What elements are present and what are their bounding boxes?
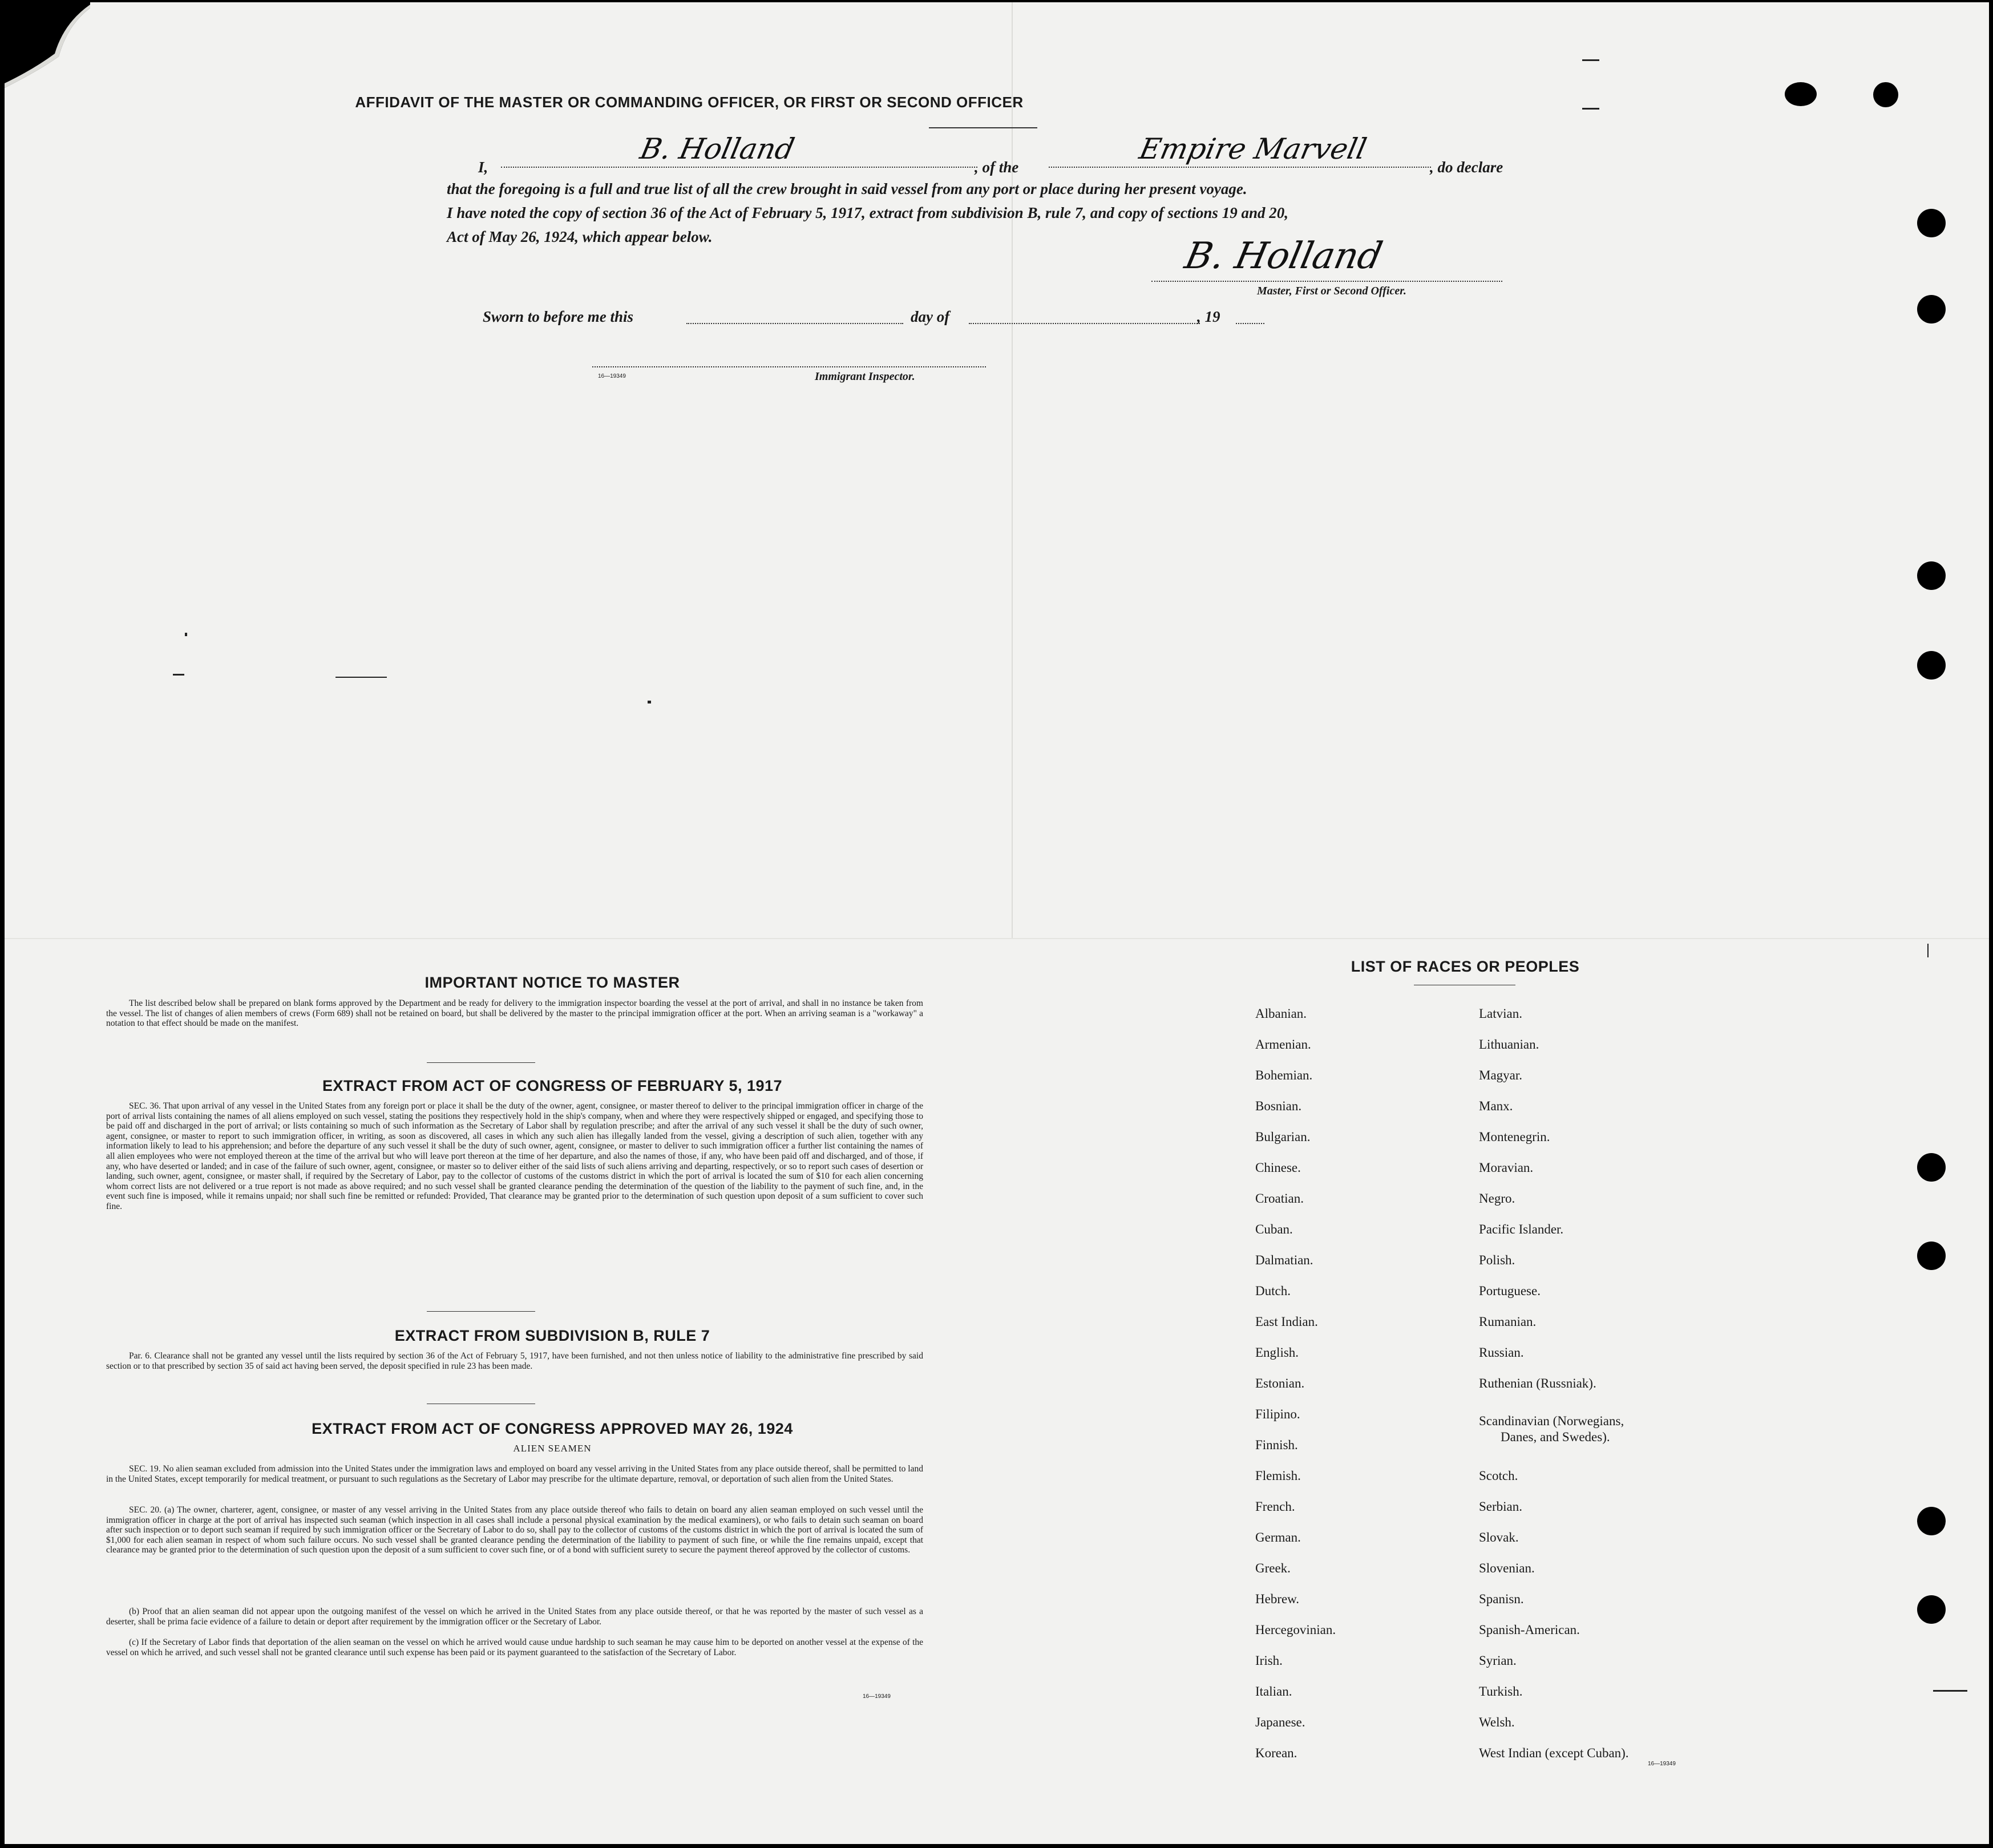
affidavit-line-2: that the foregoing is a full and true list of all the crew brought in said vessel from any port or place during her present voyage.: [447, 180, 1247, 197]
scan-speck: [648, 701, 651, 703]
race-item: Filipino.: [1255, 1407, 1300, 1421]
affidavit-form-number: 16—19349: [598, 373, 626, 379]
race-item: Scotch.: [1479, 1469, 1518, 1483]
affidavit-line-3: I have noted the copy of section 36 of the Act of February 5, 1917, extract from subdivision B, rule 7, and copy of sections 19 and 20,: [447, 204, 1288, 221]
affidavit-title: AFFIDAVIT OF THE MASTER OR COMMANDING OFFICER, OR FIRST OR SECOND OFFICER: [355, 94, 1024, 111]
race-item: Turkish.: [1479, 1684, 1523, 1699]
race-item: Spanish-American.: [1479, 1623, 1580, 1637]
race-item: Scandinavian (Norwegians,: [1479, 1414, 1624, 1428]
title-underline: [929, 127, 1037, 128]
race-item: Croatian.: [1255, 1191, 1304, 1206]
corner-fold: [5, 2, 90, 88]
punch-hole: [1917, 1242, 1946, 1270]
race-item: Danes, and Swedes).: [1501, 1430, 1610, 1444]
race-item: Montenegrin.: [1479, 1130, 1550, 1144]
sworn-month-blank: [969, 323, 1200, 324]
vertical-fold-line: [1012, 2, 1013, 938]
race-item: Moravian.: [1479, 1160, 1534, 1175]
race-item: Italian.: [1255, 1684, 1292, 1699]
notice-divider: [427, 1062, 535, 1063]
sworn-label: Sworn to before me this: [483, 308, 634, 325]
signature-caption: Master, First or Second Officer.: [1257, 285, 1406, 297]
race-item: Rumanian.: [1479, 1315, 1537, 1329]
race-item: Portuguese.: [1479, 1284, 1541, 1298]
rule-7-title: EXTRACT FROM SUBDIVISION B, RULE 7: [394, 1327, 710, 1344]
scan-speck: [335, 677, 387, 678]
punch-hole: [1917, 1595, 1946, 1624]
do-declare-label: , do declare: [1430, 159, 1503, 176]
race-item: Polish.: [1479, 1253, 1515, 1267]
document-sheet: [5, 2, 1989, 1844]
inspector-caption: Immigrant Inspector.: [815, 370, 915, 383]
extract-1917-divider: [427, 1311, 535, 1312]
race-item: Ruthenian (Russniak).: [1479, 1376, 1596, 1390]
horizontal-fold-line: [5, 938, 1989, 939]
scan-speck: [1582, 59, 1599, 61]
races-title: LIST OF RACES OR PEOPLES: [1351, 958, 1580, 975]
inspector-line: [592, 366, 986, 367]
name-blank: [501, 167, 977, 168]
race-item: East Indian.: [1255, 1315, 1318, 1329]
race-item: Hebrew.: [1255, 1592, 1300, 1606]
extract-1917-title: EXTRACT FROM ACT OF CONGRESS OF FEBRUARY 5, 1917: [322, 1077, 783, 1094]
race-item: Albanian.: [1255, 1006, 1307, 1021]
race-item: Finnish.: [1255, 1438, 1298, 1452]
race-item: Spanisn.: [1479, 1592, 1524, 1606]
race-item: Negro.: [1479, 1191, 1515, 1206]
race-item: English.: [1255, 1345, 1299, 1360]
extract-1917-body: SEC. 36. That upon arrival of any vessel in the United States from any foreign port or place it shall be the duty of the owner, agent, consignee, or master thereof to deliver to the principal immigration officer in charge of the port of arrival lists containing the names of all aliens employed on such vessel, stating the positions they respectively hold in the ship's company, when and where they were respectively shipped or engaged, and specifying those to be paid off and discharged in the port of arrival; or lists containing so much of such information as the Secretary of Labor shall by regulation prescribe; and after the arrival of any such vessel it shall be the duty of such owner, agent, consignee, or master to report to such immigration officer, in writing, as soon as discovered, all cases in which any such alien has illegally landed from the vessel, giving a description of such alien, together with any information likely to lead to his apprehension; and before the departure of any such vessel it shall be the duty of such owner, agent, consignee, or master to deliver to such immigration officer a further list containing the names of all alien employees who were not employed thereon at the time of the arrival but who will leave port thereon at the time of her departure, and also the names of those, if any, who have been paid off and discharged, and of those, if any, who have deserted or landed; and in case of the failure of such owner, agent, consignee, or master so to deliver either of the said lists of such aliens arriving and departing, respectively, or so to report such cases of desertion or landing, such owner, agent, consignee, or master shall, if required by the Secretary of Labor, pay to the collector of customs of the customs district in which the port of arrival is located the sum of $10 for each alien concerning whom correct lists are not delivered or a true report is not made as above required; and no such vessel shall be granted clearance pending the determination of the question of the liability to the payment of such fine, and, in the event such fine is imposed, while it remains unpaid; nor shall such fine be remitted or refunded: Provided, That clearance may be granted prior to the determination of such question upon deposit of a sum sufficient to cover such fine.: [106, 1101, 923, 1211]
race-item: Pacific Islander.: [1479, 1222, 1564, 1236]
race-item: Estonian.: [1255, 1376, 1305, 1390]
race-item: Dalmatian.: [1255, 1253, 1313, 1267]
punch-hole: [1873, 82, 1898, 107]
punch-hole: [1917, 209, 1946, 237]
alien-seamen-subtitle: ALIEN SEAMEN: [513, 1443, 592, 1454]
sec-20c-body: (c) If the Secretary of Labor finds that deportation of the alien seaman on the vessel on which he arrived would cause undue hardship to such seaman he may cause him to be deported on another vessel at the expense of the vessel on which he arrived, and such vessel shall not be granted clearance until such expense has been paid or its payment guaranteed to the satisfaction of the Secretary of Labor.: [106, 1637, 923, 1657]
race-item: Slovenian.: [1479, 1561, 1535, 1575]
race-item: Bosnian.: [1255, 1099, 1302, 1113]
race-item: Japanese.: [1255, 1715, 1305, 1729]
race-item: Cuban.: [1255, 1222, 1293, 1236]
vessel-blank: [1049, 167, 1431, 168]
scan-speck: [173, 674, 184, 676]
rule-7-body: Par. 6. Clearance shall not be granted any vessel until the lists required by section 36 of the Act of February 5, 1917, have been furnished, and not then unless notice of liability to the administrative fine prescribed by said section or to that prescribed by section 35 of said act having been served, the deposit specified in rule 23 has been made.: [106, 1351, 923, 1371]
scan-speck: [185, 633, 187, 636]
race-item: Welsh.: [1479, 1715, 1515, 1729]
punch-hole: [1917, 1153, 1946, 1182]
punch-hole: [1785, 82, 1817, 106]
race-item: Hercegovinian.: [1255, 1623, 1336, 1637]
race-item: Dutch.: [1255, 1284, 1291, 1298]
punch-hole: [1917, 561, 1946, 590]
race-item: Serbian.: [1479, 1499, 1523, 1514]
race-item: Greek.: [1255, 1561, 1291, 1575]
sworn-day-blank: [686, 323, 903, 324]
punch-hole: [1917, 1507, 1946, 1535]
notice-title: IMPORTANT NOTICE TO MASTER: [425, 974, 680, 991]
race-item: Syrian.: [1479, 1653, 1517, 1668]
races-form-number: 16—19349: [1648, 1761, 1676, 1767]
extract-1924-title: EXTRACT FROM ACT OF CONGRESS APPROVED MAY 26, 1924: [312, 1420, 793, 1437]
day-of-label: day of: [911, 308, 950, 325]
race-item: German.: [1255, 1530, 1301, 1544]
sec-20a-body: SEC. 20. (a) The owner, charterer, agent, consignee, or master of any vessel arriving in the United States from any place outside thereof who fails to detain on board any alien seaman employed on such vessel until the immigration officer in charge at the port of arrival has inspected such seaman (which inspection in all cases shall include a personal physical examination by the medical examiners), or who fails to detain such seaman on board after such inspection or to deport such seaman if required by such immigration officer or the Secretary of Labor to do so, shall pay to the collector of customs of the customs district in which the port of arrival is located the sum of $1,000 for each alien seaman in respect of whom such failure occurs. No such vessel shall be granted clearance pending the determination of the liability to payment of such fine, or while the fine remains unpaid, except that clearance may be granted prior to the determination of such question upon the deposit of a sum sufficient to cover such fine, or of a bond with sufficient surety to secure the payment thereof approved by the collector of customs.: [106, 1505, 923, 1555]
race-item: Bulgarian.: [1255, 1130, 1311, 1144]
race-item: Lithuanian.: [1479, 1037, 1539, 1052]
race-item: Magyar.: [1479, 1068, 1523, 1082]
scan-speck: [1582, 108, 1599, 110]
year-label: , 19: [1197, 308, 1220, 325]
punch-hole: [1917, 295, 1946, 323]
scan-speck: [1933, 1690, 1967, 1692]
sec-20b-body: (b) Proof that an alien seaman did not appear upon the outgoing manifest of the vessel on which he arrived in the United States from any place outside thereof, or that he was reported by the master of such vessel as a deserter, shall be prima facie evidence of a failure to detain or deport after requirement by the immigration officer or the Secretary of Labor.: [106, 1607, 923, 1627]
punch-hole: [1917, 651, 1946, 680]
handwritten-vessel-name: Empire Marvell: [1136, 132, 1370, 165]
race-item: West Indian (except Cuban).: [1479, 1746, 1629, 1760]
race-item: Korean.: [1255, 1746, 1297, 1760]
year-blank: [1236, 323, 1264, 324]
extract-form-number: 16—19349: [863, 1693, 891, 1700]
notice-body: The list described below shall be prepared on blank forms approved by the Department and be ready for delivery to the immigration inspector boarding the vessel at the port of arrival, and shall in no instance be taken from the vessel. The list of changes of alien members of crews (Form 689) shall not be retained on board, but shall be delivered by the master to the principal immigration officer at the port. When an arriving seaman is a "workaway" a notation to that effect should be made on the manifest.: [106, 998, 923, 1029]
race-item: French.: [1255, 1499, 1295, 1514]
signature-line: [1151, 281, 1502, 282]
race-item: Manx.: [1479, 1099, 1513, 1113]
race-item: Armenian.: [1255, 1037, 1311, 1052]
race-item: Flemish.: [1255, 1469, 1301, 1483]
affidavit-line-4: Act of May 26, 1924, which appear below.: [447, 228, 713, 245]
i-label: I,: [478, 159, 488, 176]
race-item: Russian.: [1479, 1345, 1524, 1360]
sec-19-body: SEC. 19. No alien seaman excluded from admission into the United States under the immigration laws and employed on board any vessel arriving in the United States from any place outside thereof, shall be permitted to land in the United States, except temporarily for medical treatment, or pursuant to such regulations as the Secretary of Labor may prescribe for the ultimate departure, removal, or deportation of such alien from the United States.: [106, 1464, 923, 1484]
scan-speck: [1927, 944, 1929, 957]
race-item: Latvian.: [1479, 1006, 1522, 1021]
master-signature: B. Holland: [1181, 235, 1386, 277]
handwritten-master-name: B. Holland: [637, 132, 798, 165]
race-item: Chinese.: [1255, 1160, 1301, 1175]
race-item: Slovak.: [1479, 1530, 1519, 1544]
race-item: Bohemian.: [1255, 1068, 1313, 1082]
of-the-label: , of the: [975, 159, 1019, 176]
race-item: Irish.: [1255, 1653, 1283, 1668]
